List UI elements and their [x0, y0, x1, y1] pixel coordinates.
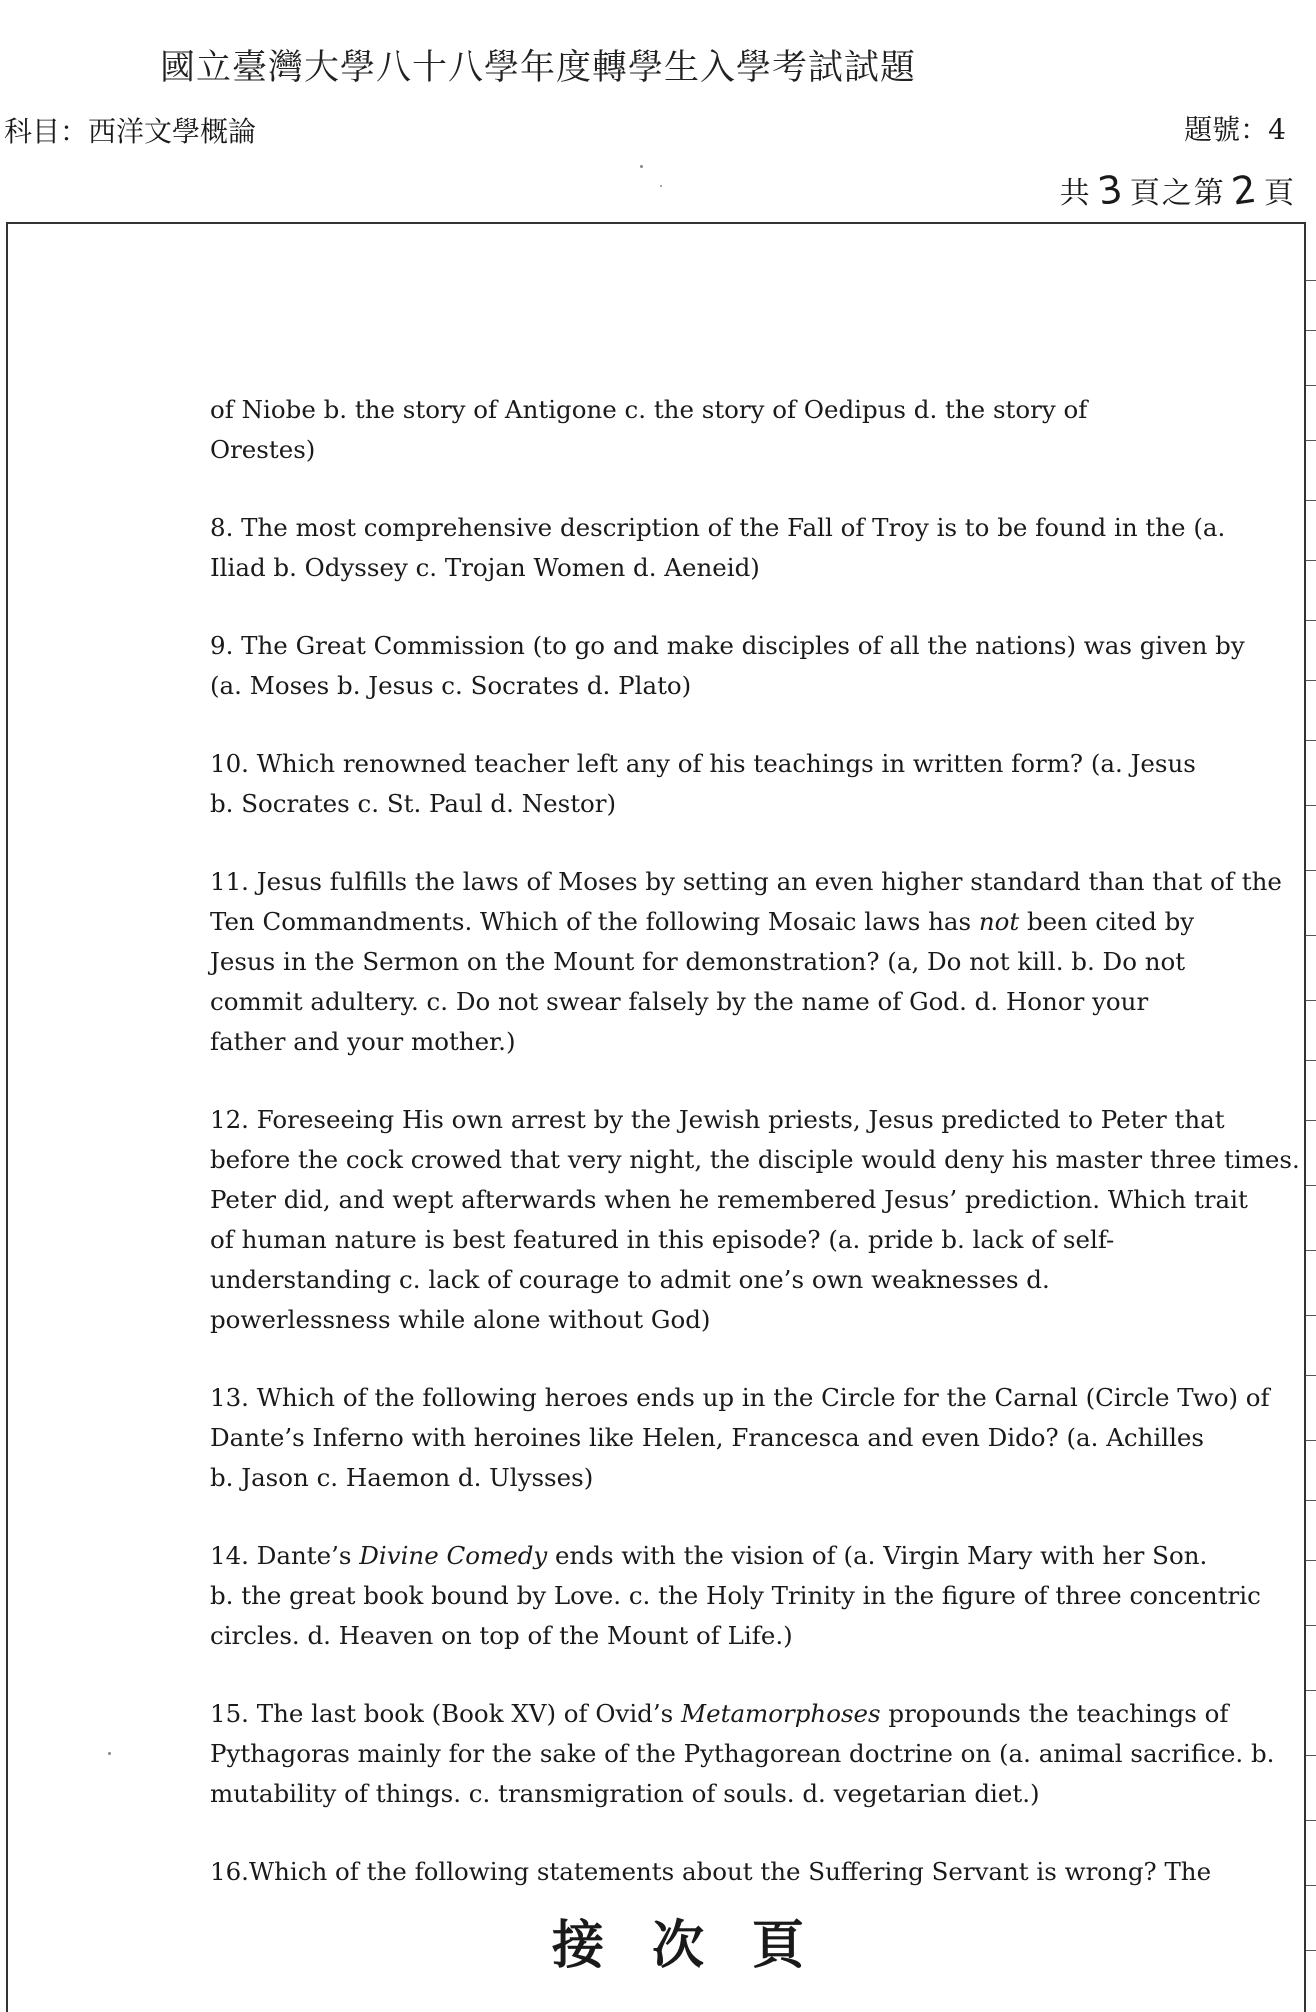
scan-speck [108, 1752, 111, 1755]
question-line: (a. Moses b. Jesus c. Socrates d. Plato) [210, 671, 692, 700]
margin-tick [1306, 280, 1316, 281]
question-line: of Niobe b. the story of Antigone c. the story of Oedipus d. the story of [210, 395, 1088, 424]
question-line: 10. Which renowned teacher left any of his teachings in written form? (a. Jesus [210, 749, 1196, 778]
page-suffix: 頁 [1264, 176, 1296, 211]
question-line: mutability of things. c. transmigration of souls. d. vegetarian diet.) [210, 1779, 1040, 1808]
exam-title: 國立臺灣大學八十八學年度轉學生入學考試試題 [160, 48, 917, 88]
margin-tick [1306, 1690, 1316, 1691]
question-line: Jesus in the Sermon on the Mount for demonstration? (a, Do not kill. b. Do not [210, 947, 1186, 976]
question-block [210, 1536, 1261, 1656]
question-line: b. Jason c. Haemon d. Ulysses) [210, 1463, 594, 1492]
question-line: Peter did, and wept afterwards when he remembered Jesus’ prediction. Which trait [210, 1185, 1248, 1214]
question-number: 題號：4 [1184, 113, 1286, 146]
question-block [210, 390, 1130, 470]
margin-tick [1306, 1250, 1316, 1251]
subject-label: 科目：西洋文學概論 [4, 115, 257, 148]
question-line: 11. Jesus fulfills the laws of Moses by setting an even higher standard than that of the [210, 867, 1282, 896]
question-block [210, 1694, 1275, 1814]
question-line: of human nature is best featured in this episode? (a. pride b. lack of self- [210, 1225, 1115, 1254]
question-line: Orestes) [210, 435, 316, 464]
scan-speck [660, 185, 662, 187]
margin-tick [1306, 1820, 1316, 1821]
question-line: 16.Which of the following statements about the Suffering Servant is wrong? The [210, 1857, 1212, 1886]
margin-tick [1306, 500, 1316, 501]
margin-tick [1306, 1060, 1316, 1061]
question-line: before the cock crowed that very night, the disciple would deny his master three times. [210, 1145, 1300, 1174]
margin-tick [1306, 1375, 1316, 1376]
margin-tick [1306, 1885, 1316, 1886]
margin-tick [1306, 1315, 1316, 1316]
question-line: powerlessness while alone without God) [210, 1305, 711, 1334]
question-line: 15. The last book (Book XV) of Ovid’s Metamorphoses propounds the teachings of [210, 1699, 1229, 1728]
margin-tick [1306, 620, 1316, 621]
margin-tick [1306, 1000, 1316, 1001]
question-line: Iliad b. Odyssey c. Trojan Women d. Aeneid) [210, 553, 760, 582]
question-block [210, 1378, 1270, 1498]
margin-tick [1306, 1500, 1316, 1501]
question-block [210, 1852, 1212, 1892]
page-current: 2 [1228, 166, 1261, 214]
question-block [210, 1100, 1300, 1340]
question-line: 13. Which of the following heroes ends up in the Circle for the Carnal (Circle Two) of [210, 1383, 1270, 1412]
margin-tick [1306, 935, 1316, 936]
margin-tick [1306, 1755, 1316, 1756]
page-total: 3 [1094, 166, 1127, 214]
margin-tick [1306, 440, 1316, 441]
margin-tick [1306, 740, 1316, 741]
margin-tick [1306, 1185, 1316, 1186]
page-prefix: 共 [1059, 176, 1092, 211]
margin-tick [1306, 1440, 1316, 1441]
question-line: father and your mother.) [210, 1027, 516, 1056]
page-count [1060, 168, 1296, 212]
question-line: Ten Commandments. Which of the following Mosaic laws has not been cited by [210, 907, 1195, 936]
margin-tick [1306, 1625, 1316, 1626]
margin-tick [1306, 1560, 1316, 1561]
question-line: commit adultery. c. Do not swear falsely by the name of God. d. Honor your [210, 987, 1149, 1016]
question-line: Pythagoras mainly for the sake of the Pythagorean doctrine on (a. animal sacrifice. b. [210, 1739, 1275, 1768]
question-block [210, 744, 1196, 824]
margin-tick [1306, 385, 1316, 386]
question-line: Dante’s Inferno with heroines like Helen, Francesca and even Dido? (a. Achilles [210, 1423, 1204, 1452]
scan-speck [640, 165, 643, 168]
page-middle: 頁之第 [1129, 176, 1226, 211]
question-list [210, 390, 1300, 1930]
question-block [210, 626, 1245, 706]
margin-tick [1306, 330, 1316, 331]
margin-tick [1306, 680, 1316, 681]
question-block [210, 508, 1226, 588]
question-line: circles. d. Heaven on top of the Mount of Life.) [210, 1621, 793, 1650]
margin-tick [1306, 870, 1316, 871]
question-line: 14. Dante’s Divine Comedy ends with the vision of (a. Virgin Mary with her Son. [210, 1541, 1208, 1570]
continue-next-page: 接次頁 [552, 1915, 853, 1976]
question-line: b. Socrates c. St. Paul d. Nestor) [210, 789, 617, 818]
question-line: understanding c. lack of courage to admit one’s own weaknesses d. [210, 1265, 1050, 1294]
margin-tick [1306, 1120, 1316, 1121]
question-line: 12. Foreseeing His own arrest by the Jewish priests, Jesus predicted to Peter that [210, 1105, 1225, 1134]
question-block [210, 862, 1282, 1062]
question-line: b. the great book bound by Love. c. the Holy Trinity in the figure of three concentric [210, 1581, 1261, 1610]
margin-tick [1306, 805, 1316, 806]
margin-tick [1306, 560, 1316, 561]
margin-tick [1306, 1950, 1316, 1951]
question-line: 9. The Great Commission (to go and make disciples of all the nations) was given by [210, 631, 1245, 660]
question-line: 8. The most comprehensive description of the Fall of Troy is to be found in the (a. [210, 513, 1226, 542]
